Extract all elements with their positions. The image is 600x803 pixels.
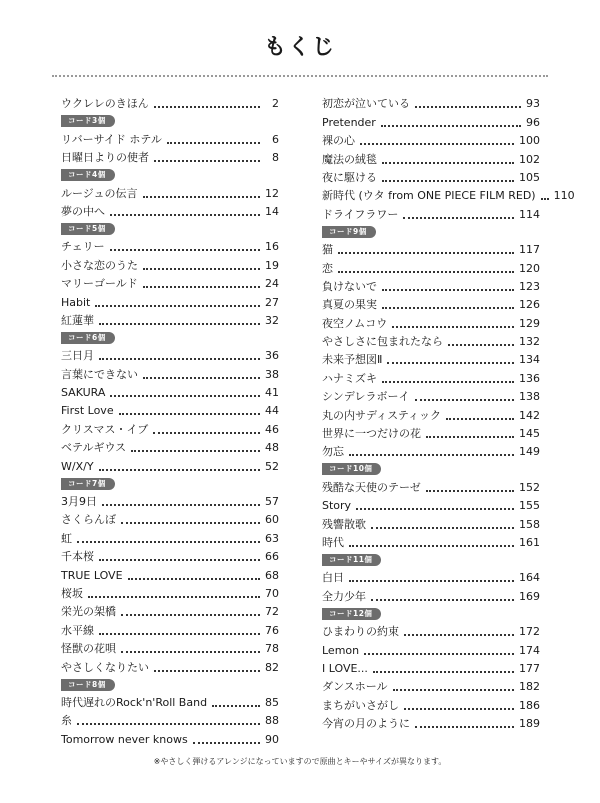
section-badge: コード7個 [61,478,115,490]
song-title: 糸 [61,714,72,728]
page-number: 68 [265,568,279,582]
song-title: 三日月 [61,349,94,363]
section-badge: コード10個 [322,463,381,475]
song-title: Lemon [322,643,360,657]
toc-entry[interactable] [322,423,540,441]
dot-leader [154,106,260,108]
song-title: ウクレレのきほん [61,97,149,111]
dot-leader [381,125,521,127]
song-title: 夜空ノムコウ [322,316,388,330]
song-title: 残響散歌 [322,517,366,531]
toc-entry[interactable] [61,273,279,291]
toc-entry[interactable] [322,639,540,657]
toc-entry[interactable] [322,148,540,166]
dot-leader [392,326,514,328]
dot-leader [403,217,514,219]
dot-leader [356,508,514,510]
toc-entry[interactable] [61,400,279,418]
page-number: 27 [265,295,279,309]
toc-entry[interactable] [322,203,540,221]
song-title: クリスマス・イブ [61,422,149,436]
dot-leader [121,651,260,653]
song-title: 3月9日 [61,495,97,509]
dot-leader [95,305,260,307]
dot-leader [128,578,260,580]
toc-entry[interactable] [61,310,279,328]
dot-leader [349,545,514,547]
dot-leader [382,162,514,164]
dot-leader [415,106,521,108]
toc-entry[interactable] [61,656,279,674]
dot-leader [99,559,260,561]
dot-leader [382,307,514,309]
song-title: 初恋が泣いている [322,97,410,111]
page-number: 138 [519,390,540,404]
chord-count-header [322,459,540,476]
toc-entry[interactable] [322,312,540,330]
page-number: 57 [265,495,279,509]
page-number: 126 [519,298,540,312]
page-number: 66 [265,550,279,564]
page-number: 88 [265,714,279,728]
dot-leader [154,670,260,672]
toc-entry[interactable] [322,130,540,148]
toc-entry[interactable] [61,527,279,545]
dot-leader [373,671,514,673]
page-number: 90 [265,732,279,746]
dot-leader [143,268,260,270]
page-number: 52 [265,459,279,473]
toc-left-column [61,93,279,747]
dot-leader [110,249,260,251]
section-badge: コード11個 [322,554,381,566]
song-title: マリーゴールド [61,277,138,291]
dot-leader [143,196,260,198]
dot-leader [99,358,260,360]
dot-leader [404,708,514,710]
toc-entry[interactable] [322,185,575,203]
toc-entry[interactable] [61,236,279,254]
song-title: ベテルギウス [61,441,127,455]
toc-entry[interactable] [61,619,279,637]
toc-entry[interactable] [61,638,279,656]
song-title: TRUE LOVE [61,568,123,582]
page-title: もくじ [263,35,336,60]
dot-leader [426,490,514,492]
toc-entry[interactable] [322,111,540,129]
toc-entry[interactable] [61,728,279,746]
dot-leader [110,395,260,397]
page-number: 8 [272,151,279,165]
page-number: 6 [272,132,279,146]
page-number: 129 [519,316,540,330]
toc-entry[interactable] [61,254,279,272]
song-title: 桜坂 [61,586,83,600]
song-title: 残酷な天使のテーゼ [322,480,421,494]
song-title: Tomorrow never knows [61,732,188,746]
song-title: ダンスホール [322,680,388,694]
toc-entry[interactable] [322,239,540,257]
toc-entry[interactable] [322,495,540,513]
toc-entry[interactable] [322,694,540,712]
page-number: 158 [519,517,540,531]
dot-leader [193,742,260,744]
toc-entry[interactable] [61,710,279,728]
page-number: 182 [519,680,540,694]
chord-count-header [61,474,279,491]
page-number: 32 [265,313,279,327]
page-number: 132 [519,335,540,349]
section-badge: コード9個 [322,226,376,238]
toc-entry[interactable] [61,182,279,200]
dot-leader [446,418,514,420]
title-divider [52,75,548,77]
toc-entry[interactable] [322,386,540,404]
song-title: やさしくなりたい [61,660,149,674]
song-title: 小さな恋のうた [61,258,138,272]
toc-entry[interactable] [322,331,540,349]
page-number: 44 [265,404,279,418]
song-title: 夢の中へ [61,204,105,218]
song-title: 負けないで [322,279,377,293]
page-number: 78 [265,642,279,656]
dot-leader [121,614,260,616]
dot-leader [371,599,514,601]
dot-leader [393,689,514,691]
section-badge: コード4個 [61,169,115,181]
dot-leader [143,377,260,379]
toc-entry[interactable] [322,276,540,294]
song-title: I LOVE... [322,661,368,675]
chord-count-header [61,328,279,345]
chord-count-header [61,111,279,128]
page-number: 142 [519,408,540,422]
dot-leader [153,432,260,434]
song-title: Pretender [322,115,376,129]
song-title: 言葉にできない [61,367,138,381]
dot-leader [349,580,514,582]
toc-entry[interactable] [61,564,279,582]
toc-entry[interactable] [61,509,279,527]
dot-leader [131,450,260,452]
dot-leader [338,271,514,273]
dot-leader [382,381,514,383]
page-number: 19 [265,258,279,272]
dot-leader [541,198,549,200]
page-number: 60 [265,513,279,527]
page-number: 82 [265,660,279,674]
dot-leader [382,289,514,291]
song-title: 真夏の果実 [322,298,377,312]
toc-entry[interactable] [322,621,540,639]
toc-entry[interactable] [61,147,279,165]
toc-entry[interactable] [61,201,279,219]
page-number: 105 [519,170,540,184]
toc-entry[interactable] [322,676,540,694]
song-title: 怪獣の花唄 [61,642,116,656]
song-title: ひまわりの約束 [322,625,399,639]
toc-entry[interactable] [61,491,279,509]
toc-entry[interactable] [61,382,279,400]
dot-leader [426,436,514,438]
toc-entry[interactable] [322,513,540,531]
chord-count-header [61,165,279,182]
page-number: 48 [265,441,279,455]
song-title: 新時代 (ウタ from ONE PIECE FILM RED) [322,189,536,203]
song-title: 夜に駆ける [322,170,377,184]
dot-leader [143,286,260,288]
page-number: 189 [519,717,540,731]
song-title: 全力少年 [322,589,366,603]
song-title: さくらんぼ [61,513,116,527]
toc-entry[interactable] [322,93,540,111]
song-title: リバーサイド ホテル [61,132,162,146]
page-number: 41 [265,386,279,400]
page-number: 14 [265,204,279,218]
song-title: シンデレラボーイ [322,390,410,404]
toc-entry[interactable] [322,532,540,550]
page-number: 38 [265,367,279,381]
page-number: 155 [519,499,540,513]
page-number: 2 [272,97,279,111]
chord-count-header [61,675,279,692]
dot-leader [110,214,260,216]
song-title: 勿忘 [322,445,344,459]
song-title: まちがいさがし [322,698,399,712]
toc-entry[interactable] [322,441,540,459]
toc-entry[interactable] [61,363,279,381]
toc-entry[interactable] [322,257,540,275]
dot-leader [415,399,514,401]
page-number: 93 [526,97,540,111]
toc-entry[interactable] [322,167,540,185]
song-title: やさしさに包まれたなら [322,335,443,349]
toc-entry[interactable] [322,567,540,585]
dot-leader [88,596,260,598]
dot-leader [387,362,514,364]
section-badge: コード6個 [61,332,115,344]
dot-leader [382,180,514,182]
song-title: Habit [61,295,91,309]
page-number: 12 [265,186,279,200]
page-number: 174 [519,643,540,657]
page-number: 110 [553,189,575,203]
page-number: 76 [265,623,279,637]
page-number: 177 [519,661,540,675]
toc-entry[interactable] [322,713,540,731]
toc-entry[interactable] [61,455,279,473]
toc-entry[interactable] [322,476,540,494]
dot-leader [371,527,514,529]
song-title: 今宵の月のように [322,717,410,731]
dot-leader [102,504,260,506]
song-title: 時代遅れのRock'n'Roll Band [61,695,208,709]
song-title: ルージュの伝言 [61,186,138,200]
page-number: 63 [265,531,279,545]
dot-leader [119,413,260,415]
dot-leader [360,143,514,145]
chord-count-header [322,604,540,621]
dot-leader [364,653,514,655]
song-title: 裸の心 [322,134,355,148]
chord-count-header [61,219,279,236]
page-number: 169 [519,589,540,603]
song-title: 白日 [322,571,344,585]
toc-entry[interactable] [61,93,279,111]
section-badge: コード5個 [61,223,115,235]
song-title: ドライフラワー [322,207,399,221]
song-title: 千本桜 [61,550,94,564]
toc-entry[interactable] [322,658,540,676]
song-title: Story [322,499,352,513]
page-number: 16 [265,240,279,254]
dot-leader [349,454,514,456]
page-number: 152 [519,480,540,494]
dot-leader [338,252,514,254]
page-number: 100 [519,134,540,148]
song-title: 世界に一つだけの花 [322,427,421,441]
song-title: 魔法の絨毯 [322,152,377,166]
toc-entry[interactable] [61,437,279,455]
song-title: SAKURA [61,386,106,400]
dot-leader [99,469,260,471]
page-number: 46 [265,422,279,436]
song-title: W/X/Y [61,459,94,473]
page-number: 70 [265,586,279,600]
song-title: 未来予想図Ⅱ [322,353,383,367]
dot-leader [77,723,260,725]
dot-leader [154,160,260,162]
song-title: 紅蓮華 [61,313,94,327]
song-title: 虹 [61,531,72,545]
page-number: 85 [265,695,279,709]
page-number: 117 [519,243,540,257]
dot-leader [167,142,260,144]
song-title: 恋 [322,261,333,275]
toc-entry[interactable] [322,404,540,422]
toc-entry[interactable] [61,128,279,146]
toc-entry[interactable] [61,345,279,363]
song-title: ハナミズキ [322,371,377,385]
song-title: 時代 [322,535,344,549]
page-number: 161 [519,535,540,549]
page-number: 102 [519,152,540,166]
page-number: 96 [526,115,540,129]
dot-leader [121,522,260,524]
dot-leader [404,634,514,636]
song-title: 水平線 [61,623,94,637]
dot-leader [448,344,514,346]
toc-entry[interactable] [322,349,540,367]
page-number: 145 [519,427,540,441]
page-number: 172 [519,625,540,639]
song-title: 日曜日よりの使者 [61,151,149,165]
song-title: チェリー [61,240,105,254]
page-number: 136 [519,371,540,385]
dot-leader [212,705,260,707]
dot-leader [415,726,514,728]
page-number: 114 [519,207,540,221]
page-number: 72 [265,605,279,619]
section-badge: コード3個 [61,115,115,127]
page-number: 24 [265,277,279,291]
footnote: ※やさしく弾けるアレンジになっていますので原曲とキーやサイズが異なります。 [153,757,447,766]
toc-entry[interactable] [61,692,279,710]
dot-leader [99,633,260,635]
page-number: 120 [519,261,540,275]
toc-entry[interactable] [61,546,279,564]
page-number: 123 [519,279,540,293]
toc-entry[interactable] [61,583,279,601]
page-number: 186 [519,698,540,712]
toc-entry[interactable] [322,367,540,385]
song-title: 栄光の架橋 [61,605,116,619]
page-number: 149 [519,445,540,459]
section-badge: コード8個 [61,679,115,691]
song-title: First Love [61,404,114,418]
toc-entry[interactable] [61,418,279,436]
chord-count-header [322,222,540,239]
toc-right-column [322,93,575,731]
toc-entry[interactable] [61,291,279,309]
dot-leader [77,541,260,543]
toc-entry[interactable] [322,294,540,312]
page-number: 134 [519,353,540,367]
section-badge: コード12個 [322,608,381,620]
song-title: 丸の内サディスティック [322,408,442,422]
song-title: 猫 [322,243,333,257]
toc-entry[interactable] [61,601,279,619]
toc-entry[interactable] [322,585,540,603]
dot-leader [99,323,260,325]
page-number: 164 [519,571,540,585]
chord-count-header [322,550,540,567]
page-number: 36 [265,349,279,363]
